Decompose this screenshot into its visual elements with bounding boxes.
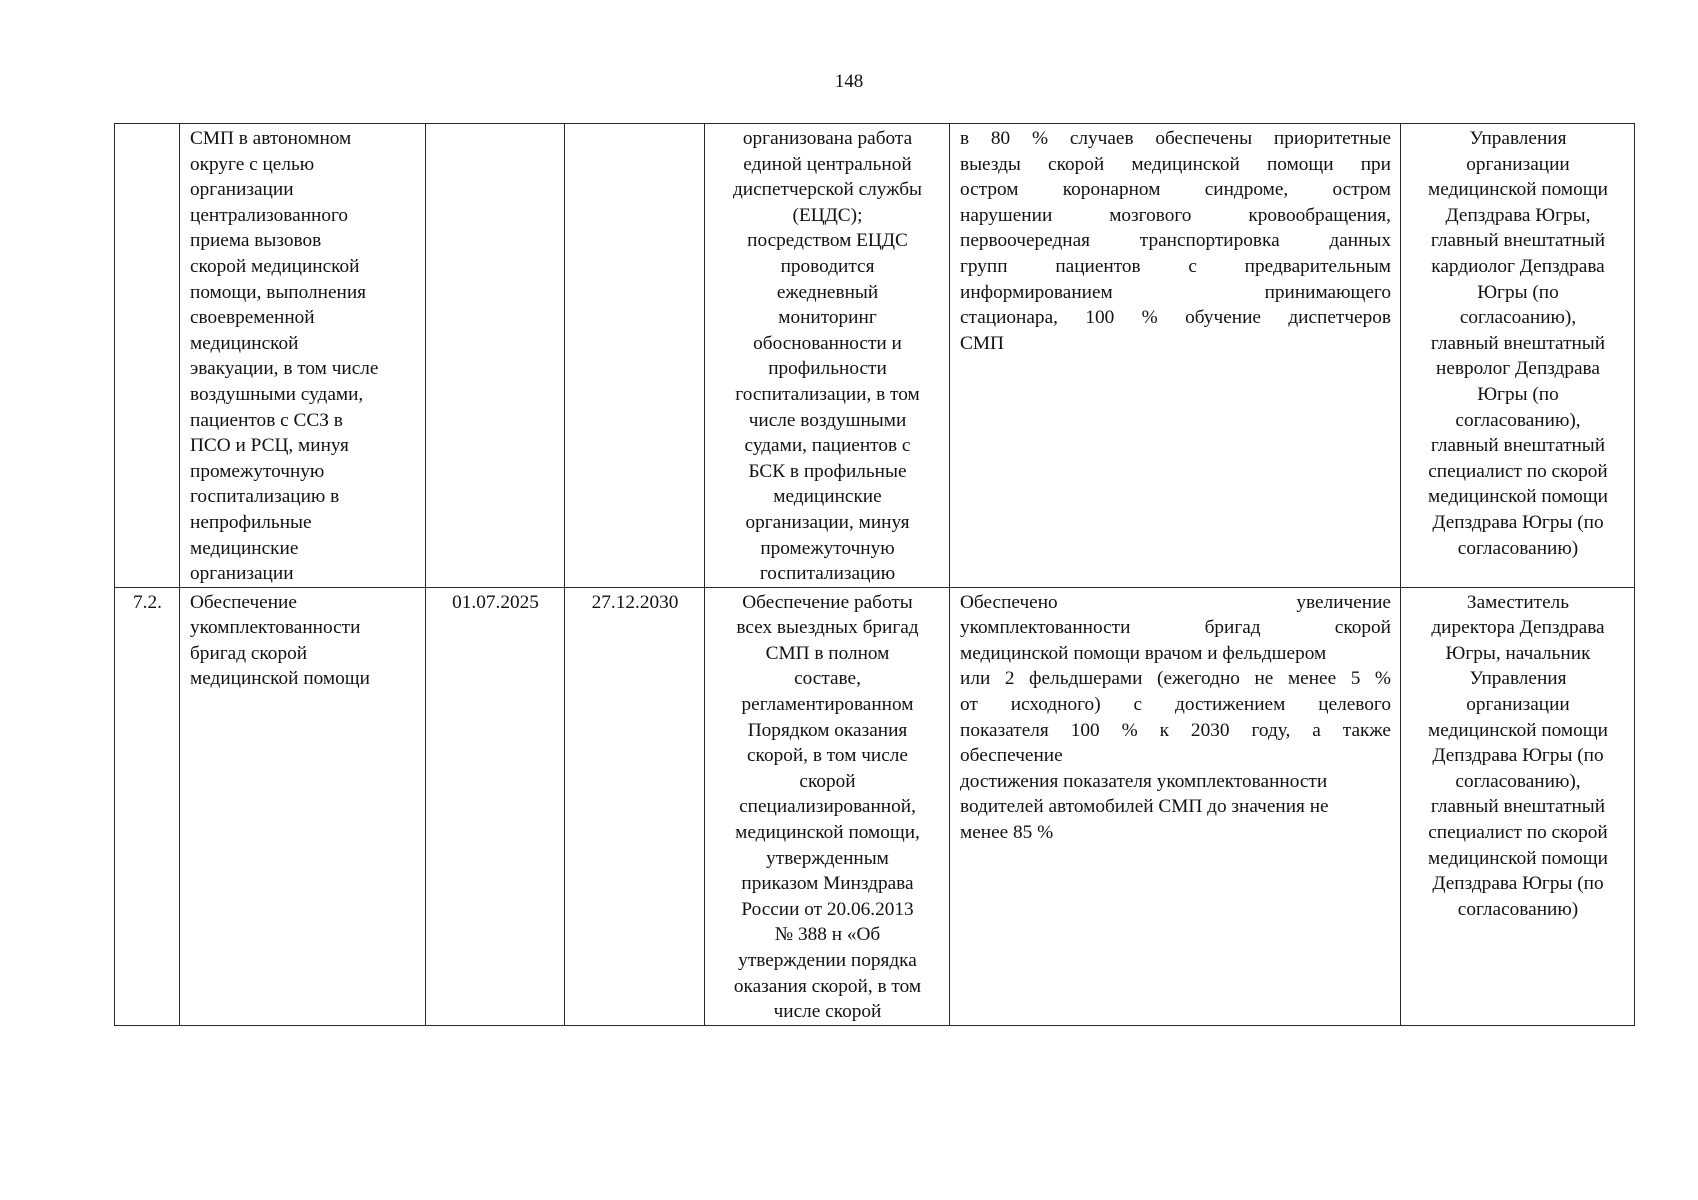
text-line: диспетчерской службы bbox=[732, 179, 922, 201]
text-line: менее 85 % bbox=[960, 822, 1054, 844]
text-line: медицинской помощи bbox=[190, 668, 370, 690]
cell-start-date: 01.07.2025 bbox=[426, 587, 565, 1025]
text-line: специалист по скорой bbox=[1428, 822, 1608, 844]
text-line: (ЕЦДС); bbox=[792, 204, 863, 226]
text-line: бригад скорой bbox=[190, 642, 308, 664]
text-line: невролог Депздрава bbox=[1436, 358, 1600, 380]
text-line: госпитализацию bbox=[759, 563, 896, 585]
text-line: промежуточную bbox=[760, 537, 895, 559]
text-line: согласоанию), bbox=[1459, 307, 1577, 329]
text-line: медицинской помощи врачом и фельдшером bbox=[960, 642, 1327, 664]
text-line: СМП bbox=[960, 332, 1004, 354]
text-line: Депздрава Югры, bbox=[1445, 204, 1591, 226]
text-line: согласованию), bbox=[1455, 409, 1581, 431]
text-line: главный внештатный bbox=[1430, 796, 1606, 818]
text-line: согласованию), bbox=[1455, 770, 1581, 792]
text-line: СМП в полном bbox=[765, 642, 890, 664]
text-line: обеспечение bbox=[960, 745, 1063, 767]
text-line: главный внештатный bbox=[1430, 230, 1606, 252]
text-line: информированием принимающего bbox=[960, 281, 1391, 303]
text-line: выезды скорой медицинской помощи при bbox=[960, 153, 1391, 175]
cell-description bbox=[705, 587, 950, 1025]
text-line: медицинской bbox=[190, 332, 299, 354]
text-line: главный внештатный bbox=[1430, 435, 1606, 457]
text-line: России от 20.06.2013 bbox=[741, 898, 914, 920]
text-line: утвержденным bbox=[766, 847, 889, 869]
page-number: 148 bbox=[834, 71, 864, 92]
text-line: Управления bbox=[1469, 668, 1567, 690]
text-line: медицинской помощи bbox=[1428, 486, 1608, 508]
cell-responsible bbox=[1401, 124, 1635, 588]
text-line: регламентированном bbox=[741, 694, 914, 716]
text-line: ПСО и РСЦ, минуя bbox=[190, 435, 349, 457]
text-line: пациентов с ССЗ в bbox=[190, 409, 343, 431]
cell-end-date: 27.12.2030 bbox=[565, 587, 705, 1025]
table-row bbox=[115, 124, 1635, 588]
text-line: воздушными судами, bbox=[190, 383, 364, 405]
text-line: округе с целью bbox=[190, 153, 315, 175]
text-line: остром коронарном синдроме, остром bbox=[960, 179, 1391, 201]
cell-end-date bbox=[565, 124, 705, 588]
text-line: Обеспечено увеличение bbox=[960, 591, 1391, 613]
text-line: № 388 н «Об bbox=[774, 924, 881, 946]
text-line: скорой медицинской bbox=[190, 255, 360, 277]
text-line: водителей автомобилей СМП до значения не bbox=[960, 796, 1329, 818]
text-line: согласованию) bbox=[1457, 898, 1579, 920]
text-line: госпитализации, в том bbox=[735, 383, 920, 405]
text-line: организована работа bbox=[742, 128, 913, 149]
cell-result bbox=[950, 124, 1401, 588]
table-row bbox=[115, 587, 1635, 1025]
text-line: Управления bbox=[1469, 128, 1567, 149]
text-line: организации bbox=[1466, 694, 1570, 716]
text-line: медицинские bbox=[773, 486, 882, 508]
text-line: согласованию) bbox=[1457, 537, 1579, 559]
text-line: медицинской помощи, bbox=[735, 822, 920, 844]
text-line: профильности bbox=[768, 358, 887, 380]
cell-number bbox=[115, 124, 180, 588]
text-line: госпитализацию в bbox=[190, 486, 340, 508]
text-line: укомплектованности bbox=[190, 617, 361, 639]
text-line: эвакуации, в том числе bbox=[190, 358, 379, 380]
text-line: Депздрава Югры (по bbox=[1432, 511, 1604, 533]
text-line: судами, пациентов с bbox=[744, 435, 911, 457]
text-line: приема вызовов bbox=[190, 230, 322, 252]
text-line: групп пациентов с предварительным bbox=[960, 255, 1391, 277]
text-line: Обеспечение работы bbox=[742, 591, 913, 613]
cell-responsible bbox=[1401, 587, 1635, 1025]
text-line: помощи, выполнения bbox=[190, 281, 367, 303]
text-line: Югры, начальник bbox=[1445, 642, 1591, 664]
text-line: специализированной, bbox=[739, 796, 916, 818]
text-line: в 80 % случаев обеспечены приоритетные bbox=[960, 128, 1391, 149]
text-line: достижения показателя укомплектованности bbox=[960, 770, 1328, 792]
cell-event bbox=[180, 124, 426, 588]
text-line: числе скорой bbox=[773, 1001, 882, 1023]
text-line: проводится bbox=[780, 255, 875, 277]
text-line: оказания скорой, в том bbox=[733, 975, 922, 997]
cell-result bbox=[950, 587, 1401, 1025]
text-line: от исходного) с достижением целевого bbox=[960, 694, 1391, 716]
text-line: первоочередная транспортировка данных bbox=[960, 230, 1391, 252]
text-line: специалист по скорой bbox=[1428, 460, 1608, 482]
text-line: составе, bbox=[794, 668, 861, 690]
text-line: непрофильные bbox=[190, 511, 312, 533]
text-line: Заместитель bbox=[1466, 591, 1570, 613]
text-line: всех выездных бригад bbox=[736, 617, 919, 639]
text-line: приказом Минздрава bbox=[741, 873, 914, 895]
text-line: организации bbox=[190, 563, 294, 585]
text-line: СМП в автономном bbox=[190, 128, 352, 149]
text-line: организации bbox=[190, 179, 294, 201]
text-line: числе воздушными bbox=[748, 409, 907, 431]
text-line: мониторинг bbox=[778, 307, 877, 329]
cell-start-date bbox=[426, 124, 565, 588]
text-line: утверждении порядка bbox=[738, 950, 917, 971]
text-line: своевременной bbox=[190, 307, 315, 329]
cell-event bbox=[180, 587, 426, 1025]
text-line: кардиолог Депздрава bbox=[1431, 255, 1605, 277]
text-line: единой центральной bbox=[743, 153, 912, 175]
text-line: организации, минуя bbox=[745, 511, 910, 533]
text-line: Обеспечение bbox=[190, 591, 297, 613]
plan-table bbox=[114, 123, 1635, 1026]
text-line: Югры (по bbox=[1477, 281, 1559, 303]
text-line: укомплектованности бригад скорой bbox=[960, 617, 1391, 639]
text-line: стационара, 100 % обучение диспетчеров bbox=[960, 307, 1391, 329]
cell-description bbox=[705, 124, 950, 588]
text-line: Порядком оказания bbox=[747, 719, 908, 741]
text-line: показателя 100 % к 2030 году, а также bbox=[960, 719, 1391, 741]
text-line: Депздрава Югры (по bbox=[1432, 873, 1604, 895]
text-line: организации bbox=[1466, 153, 1570, 175]
text-line: Югры (по bbox=[1477, 383, 1559, 405]
text-line: БСК в профильные bbox=[748, 460, 907, 482]
text-line: медицинской помощи bbox=[1428, 719, 1608, 741]
text-line: Депздрава Югры (по bbox=[1432, 745, 1604, 767]
text-line: скорой, в том числе bbox=[747, 745, 908, 767]
text-line: нарушении мозгового кровообращения, bbox=[960, 204, 1391, 226]
text-line: обоснованности и bbox=[753, 332, 902, 354]
text-line: медицинской помощи bbox=[1428, 847, 1608, 869]
cell-number: 7.2. bbox=[115, 587, 180, 1025]
text-line: главный внештатный bbox=[1430, 332, 1606, 354]
text-line: или 2 фельдшерами (ежегодно не менее 5 % bbox=[960, 668, 1391, 690]
text-line: медицинской помощи bbox=[1428, 179, 1608, 201]
text-line: промежуточную bbox=[190, 460, 325, 482]
text-line: ежедневный bbox=[776, 281, 879, 303]
text-line: скорой bbox=[799, 770, 856, 792]
text-line: посредством ЕЦДС bbox=[747, 230, 908, 252]
text-line: централизованного bbox=[190, 204, 349, 226]
text-line: медицинские bbox=[190, 537, 299, 559]
text-line: директора Депздрава bbox=[1431, 617, 1605, 639]
